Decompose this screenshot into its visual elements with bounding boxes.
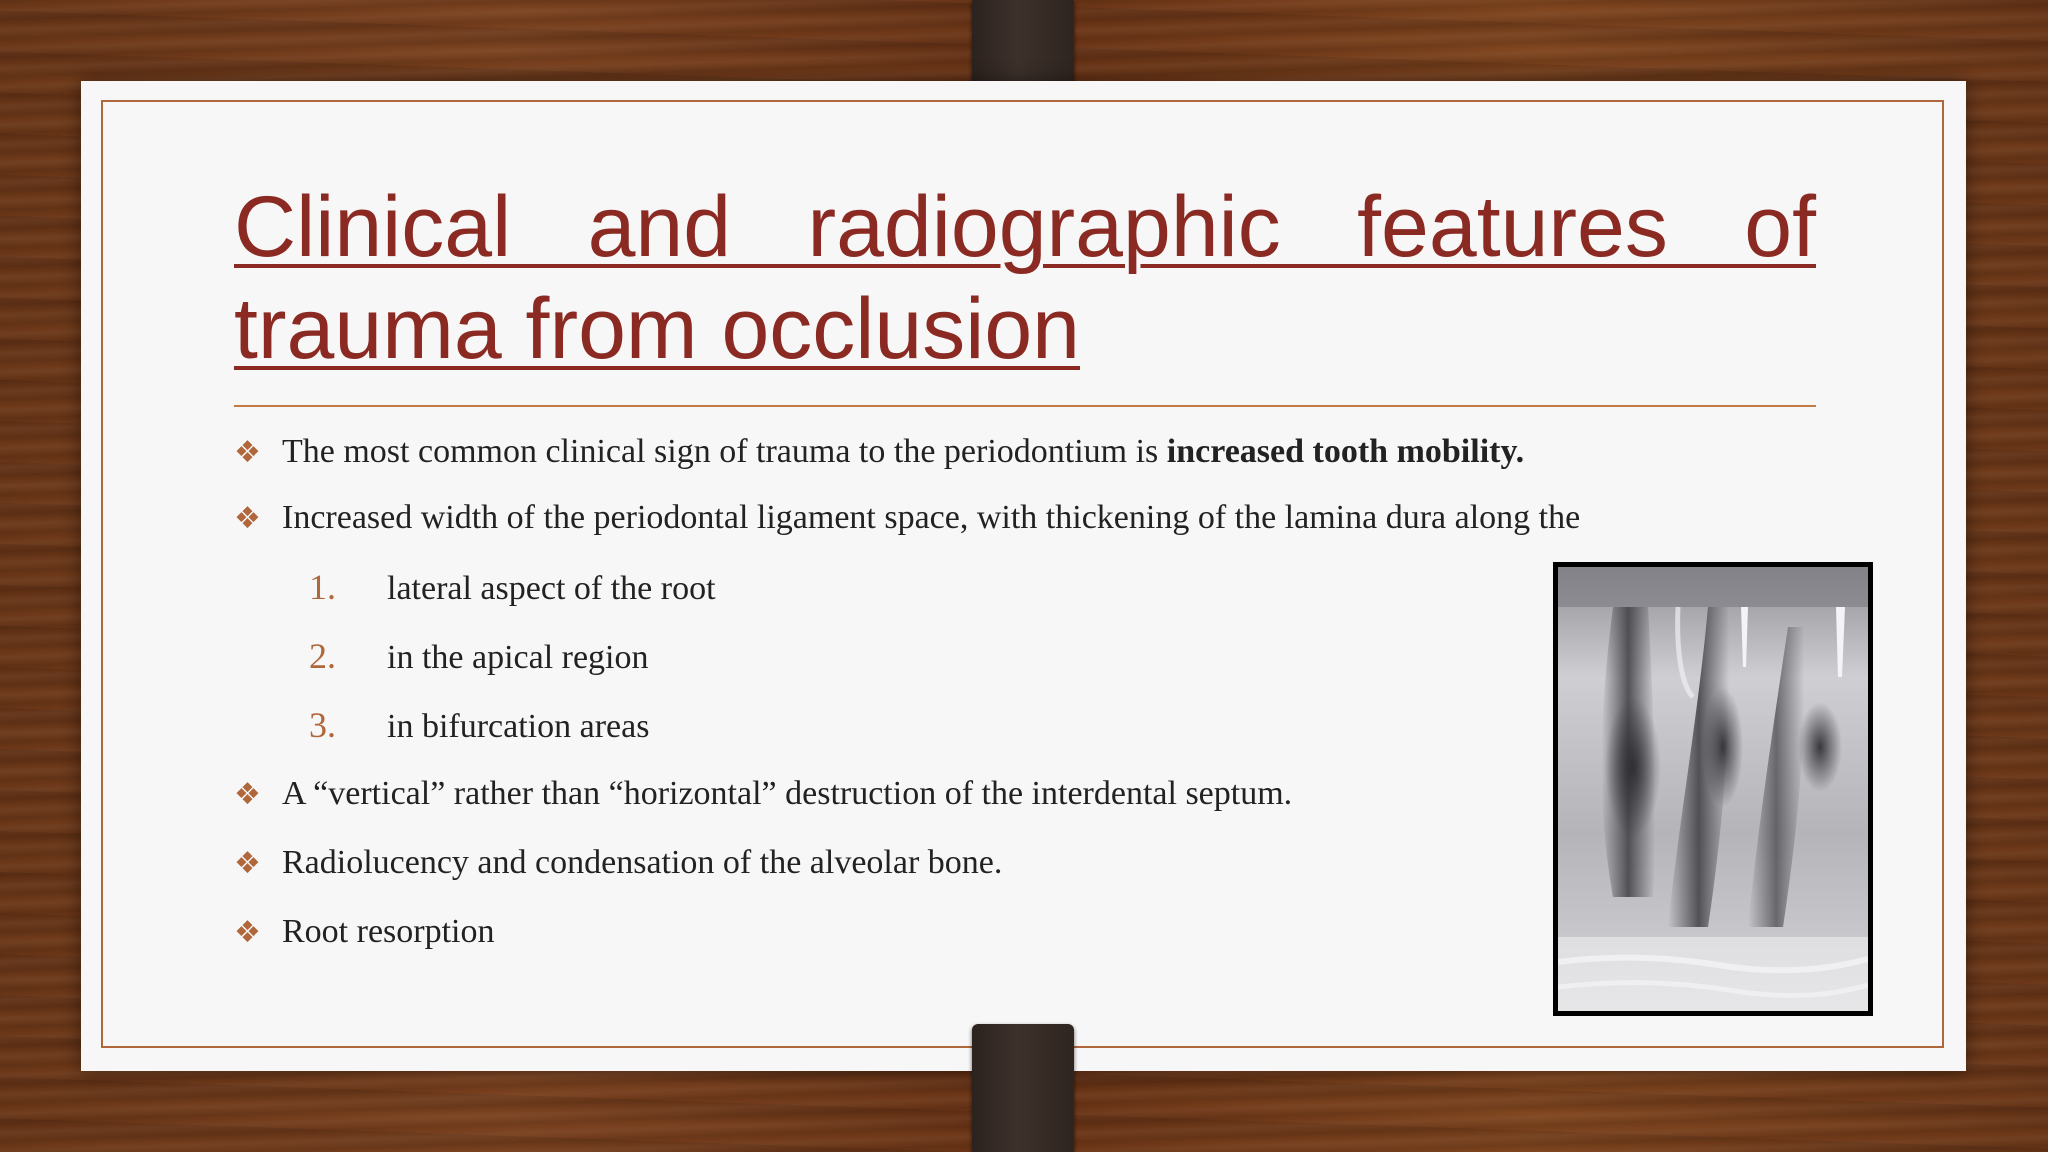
diamond-bullet-icon: ❖ <box>234 501 261 536</box>
numbered-item <box>309 567 716 609</box>
bullet-item <box>234 912 494 953</box>
dental-radiograph-image <box>1553 562 1873 1016</box>
item-number: 2. <box>309 636 336 676</box>
radiograph-drawing <box>1558 567 1868 1011</box>
diamond-bullet-icon: ❖ <box>234 435 261 470</box>
item-text: lateral aspect of the root <box>387 570 716 607</box>
diamond-bullet-icon: ❖ <box>234 777 261 812</box>
diamond-bullet-icon: ❖ <box>234 846 261 881</box>
bullet-text: A “vertical” rather than “horizontal” destruction of the interdental septum. <box>282 775 1293 812</box>
numbered-item <box>309 705 649 747</box>
item-text: in the apical region <box>387 639 649 676</box>
diamond-bullet-icon: ❖ <box>234 915 261 950</box>
bullet-item <box>234 843 1002 884</box>
item-text: in bifurcation areas <box>387 708 650 745</box>
bullet-bold-text: increased tooth mobility. <box>1166 433 1525 470</box>
item-number: 3. <box>309 705 336 745</box>
title-divider <box>234 405 1816 407</box>
numbered-item <box>309 636 649 678</box>
bullet-item <box>234 498 1580 539</box>
bullet-text: Radiolucency and condensation of the alveolar bone. <box>282 844 1003 881</box>
item-number: 1. <box>309 567 336 607</box>
bullet-text: Root resorption <box>282 913 495 950</box>
bullet-text: The most common clinical sign of trauma to the periodontium is <box>282 433 1167 470</box>
bullet-item <box>234 774 1292 815</box>
bullet-text: Increased width of the periodontal ligament space, with thickening of the lamina dura along the <box>282 499 1581 536</box>
clip-bottom <box>972 1024 1074 1152</box>
slide-title: Clinical and radiographic features of trauma from occlusion <box>234 179 1816 377</box>
bullet-item <box>234 432 1524 473</box>
